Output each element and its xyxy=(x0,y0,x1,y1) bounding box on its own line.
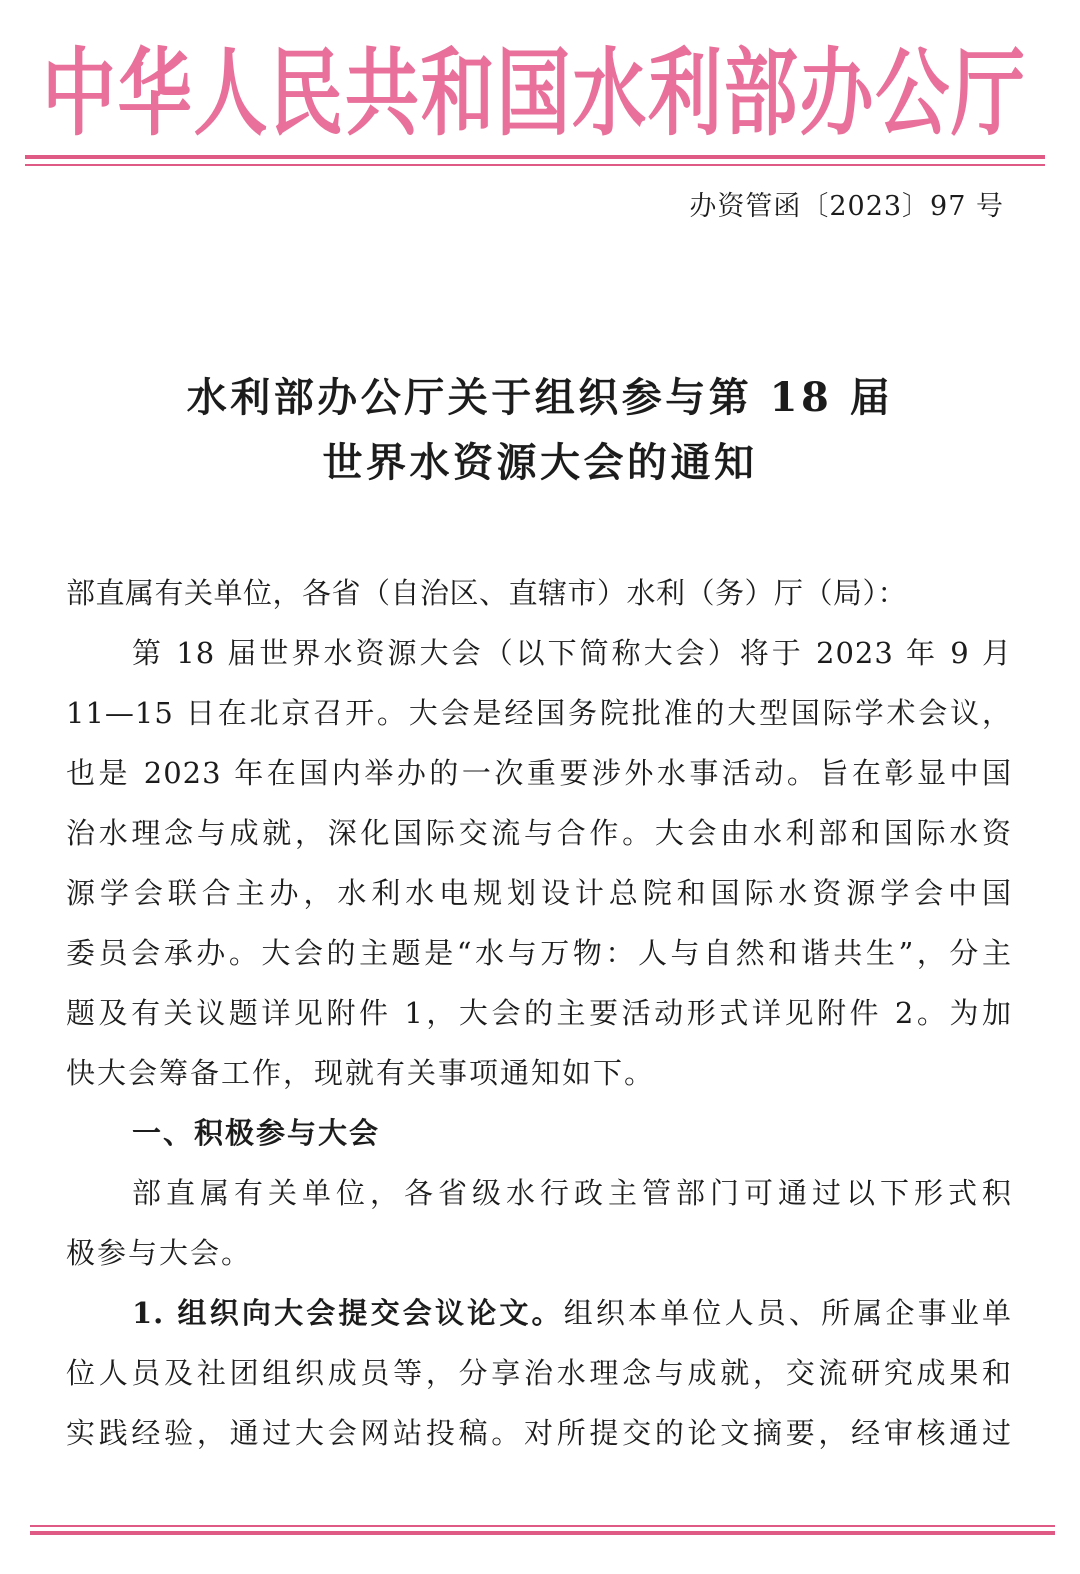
letterhead-agency-name: 中华人民共和国水利部办公厅 xyxy=(42,38,1025,150)
paragraph-line: 11—15 日在北京召开。大会是经国务院批准的大型国际学术会议， xyxy=(66,696,1012,730)
title-line-1: 水利部办公厅关于组织参与第 18 届 xyxy=(186,374,894,421)
footer-rule-thin xyxy=(30,1525,1055,1527)
paragraph-line: 第 18 届世界水资源大会（以下简称大会）将于 2023 年 9 月 xyxy=(132,636,1012,670)
paragraph-line: 源学会联合主办，水利水电规划设计总院和国际水资源学会中国 xyxy=(66,876,1012,910)
paragraph-line: 快大会筹备工作，现就有关事项通知如下。 xyxy=(66,1056,656,1090)
section-heading: 一、积极参与大会 xyxy=(132,1116,381,1150)
item-1-text: 组织本单位人员、所属企事业单 xyxy=(563,1296,1012,1330)
paragraph-line: 题及有关议题详见附件 1，大会的主要活动形式详见附件 2。为加 xyxy=(66,996,1012,1030)
letterhead-rule-thick xyxy=(25,155,1045,159)
document-number: 办资管函〔2023〕97 号 xyxy=(689,191,1004,222)
section-intro-line: 部直属有关单位，各省级水行政主管部门可通过以下形式积 xyxy=(132,1176,1012,1210)
footer-rule-thick xyxy=(30,1531,1055,1535)
title-line-2: 世界水资源大会的通知 xyxy=(322,439,758,486)
paragraph-line: 也是 2023 年在国内举办的一次重要涉外水事活动。旨在彰显中国 xyxy=(66,756,1012,790)
paragraph-line: 治水理念与成就，深化国际交流与合作。大会由水利部和国际水资 xyxy=(66,816,1012,850)
item-1-line: 实践经验，通过大会网站投稿。对所提交的论文摘要，经审核通过 xyxy=(66,1416,1012,1450)
document-title xyxy=(0,365,1080,495)
item-1-line: 位人员及社团组织成员等，分享治水理念与成就，交流研究成果和 xyxy=(66,1356,1012,1390)
document-body xyxy=(66,563,1012,1463)
item-1-lead: 1. 组织向大会提交会议论文。 xyxy=(132,1296,564,1330)
paragraph-line: 委员会承办。大会的主题是“水与万物：人与自然和谐共生”，分主 xyxy=(66,936,1012,970)
letterhead-rule-thin xyxy=(25,164,1045,166)
salutation: 部直属有关单位，各省（自治区、直辖市）水利（务）厅（局）： xyxy=(66,576,908,610)
section-intro-line: 极参与大会。 xyxy=(66,1236,253,1270)
item-1-line xyxy=(66,1283,1012,1343)
